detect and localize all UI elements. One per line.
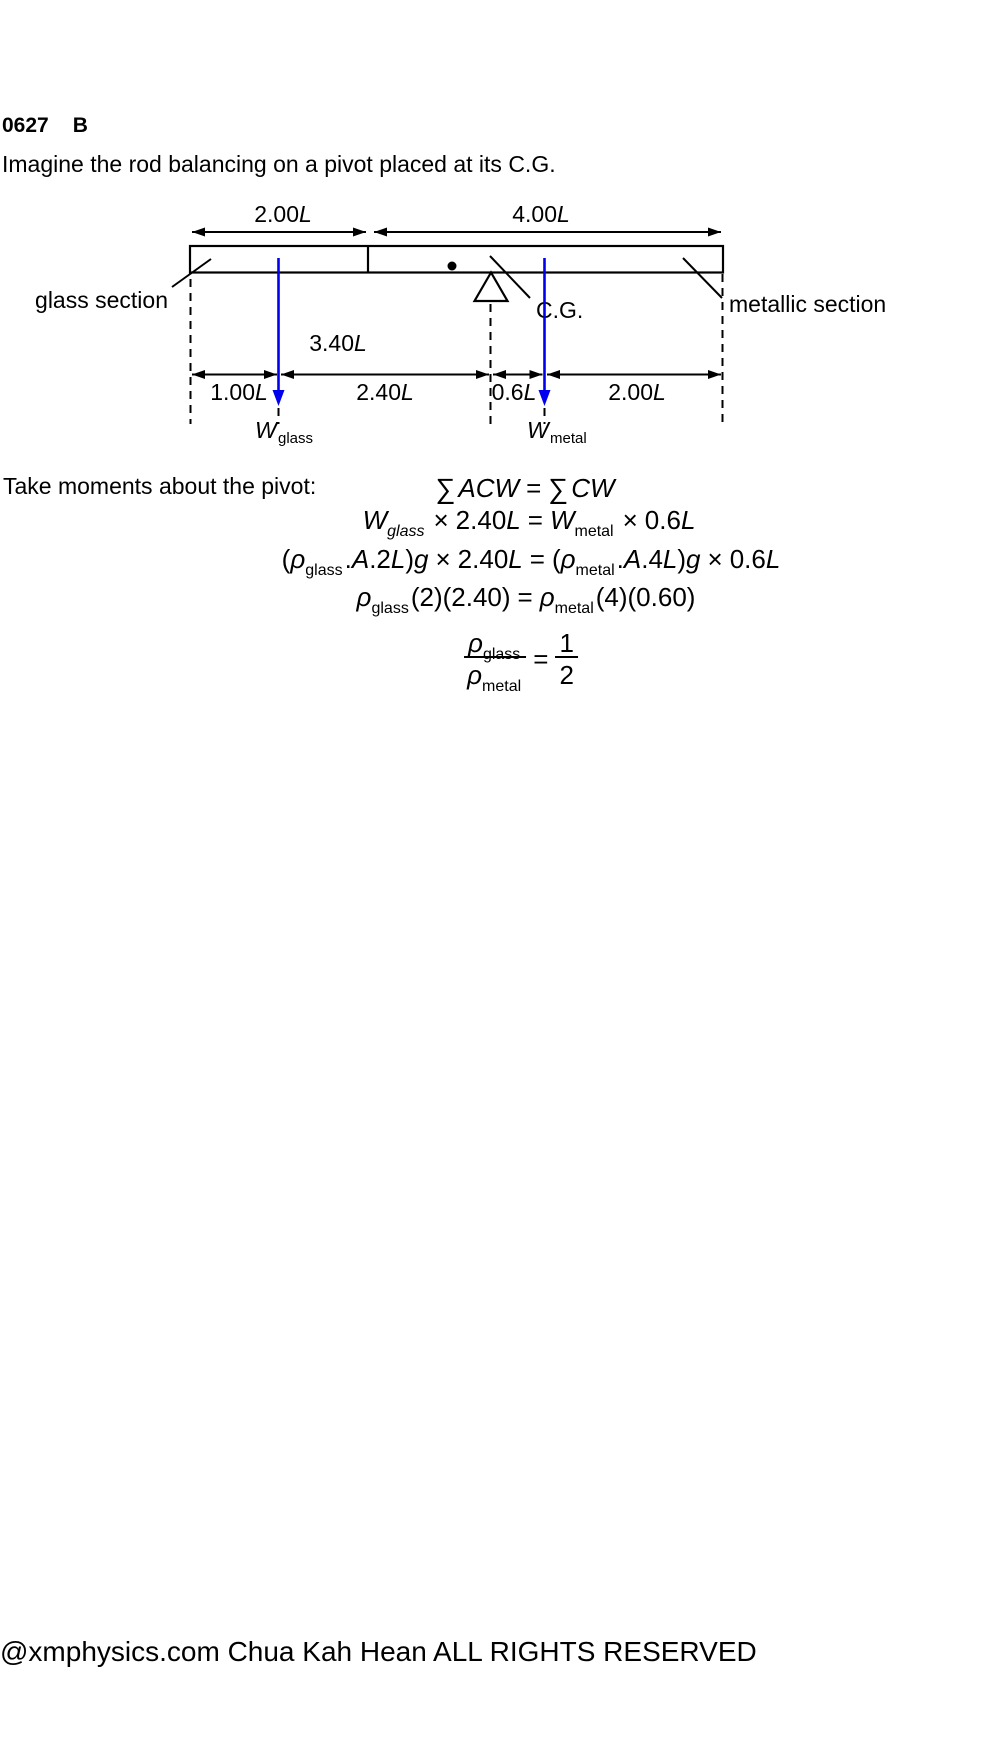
rho-symbol: ρ bbox=[468, 628, 483, 658]
question-part: B bbox=[72, 114, 88, 137]
eq-token: CW bbox=[571, 473, 615, 503]
sigma-symbol: ∑ bbox=[435, 473, 456, 504]
eq-token: L bbox=[662, 544, 678, 574]
equals-sign: = bbox=[526, 473, 542, 503]
rho-symbol: ρ bbox=[356, 582, 372, 612]
arrowhead-left-icon bbox=[493, 370, 506, 379]
arrowhead-right-icon bbox=[708, 228, 721, 237]
wglass-symbol: W bbox=[255, 417, 277, 443]
glass-section-label: glass section bbox=[35, 287, 168, 313]
fraction-numerator: 1 bbox=[555, 630, 577, 658]
eq-token: A bbox=[623, 544, 642, 574]
wmetal-symbol: W bbox=[527, 417, 549, 443]
density-ratio-fraction bbox=[464, 628, 526, 695]
eq-token: (2)(2.40) bbox=[410, 582, 511, 612]
dim-unit: L bbox=[254, 379, 268, 405]
glass-length-label bbox=[254, 201, 312, 227]
dim-label-1 bbox=[210, 379, 268, 405]
equals-sign: = bbox=[527, 505, 543, 535]
dim-unit: L bbox=[652, 379, 666, 405]
eq-token: L bbox=[390, 544, 406, 574]
eq-token: . bbox=[344, 544, 352, 574]
equation-line-2 bbox=[362, 505, 696, 540]
arrowhead-right-icon bbox=[353, 228, 366, 237]
pivot-offset-label bbox=[309, 330, 367, 356]
dim-value: 4.00 bbox=[512, 201, 557, 227]
eq-token: 0.6 bbox=[729, 544, 766, 574]
eq-token: L bbox=[506, 505, 521, 535]
eq-token: .2 bbox=[369, 544, 391, 574]
intro-sentence: Imagine the rod balancing on a pivot placed at its C.G. bbox=[2, 151, 556, 177]
value-fraction bbox=[555, 630, 577, 688]
arrowhead-left-icon bbox=[547, 370, 560, 379]
eq-subscript: glass bbox=[387, 523, 425, 540]
arrowhead-left-icon bbox=[192, 228, 205, 237]
pivot-triangle bbox=[475, 273, 508, 302]
moments-prompt: Take moments about the pivot: bbox=[3, 473, 317, 499]
eq-token: (4)(0.60) bbox=[595, 582, 696, 612]
eq-token: ACW bbox=[458, 473, 520, 503]
eq-subscript: metal bbox=[482, 678, 522, 695]
eq-token: A bbox=[351, 544, 370, 574]
sigma-symbol: ∑ bbox=[548, 473, 569, 504]
dim-value: 2.40 bbox=[356, 379, 401, 405]
equation-line-3 bbox=[281, 544, 781, 579]
dim-unit: L bbox=[298, 201, 312, 227]
equals-sign: = bbox=[533, 644, 549, 674]
eq-token: 0.6 bbox=[644, 505, 681, 535]
dim-value: 1.00 bbox=[210, 379, 255, 405]
eq-token: L bbox=[508, 544, 523, 574]
top-dimension-lines bbox=[192, 228, 721, 237]
metal-section-label: metallic section bbox=[729, 291, 887, 317]
eq-token: g bbox=[686, 544, 701, 574]
times-sign: × bbox=[707, 544, 723, 574]
dim-value: 2.00 bbox=[254, 201, 299, 227]
dim-label-3 bbox=[492, 379, 537, 405]
dim-unit: L bbox=[523, 379, 537, 405]
dim-unit: L bbox=[556, 201, 570, 227]
question-code: 0627 bbox=[2, 114, 49, 137]
eq-token: 2.40 bbox=[457, 544, 509, 574]
eq-token: ( bbox=[281, 544, 291, 574]
metal-length-label bbox=[512, 201, 570, 227]
rho-symbol: ρ bbox=[290, 544, 306, 574]
cg-label: C.G. bbox=[536, 297, 584, 323]
arrowhead-right-icon bbox=[476, 370, 489, 379]
equals-sign: = bbox=[529, 544, 545, 574]
eq-subscript: glass bbox=[371, 600, 409, 617]
eq-token: L bbox=[680, 505, 696, 535]
fraction-denominator: 2 bbox=[559, 660, 574, 690]
rho-symbol: ρ bbox=[539, 582, 555, 612]
dim-value: 2.00 bbox=[608, 379, 653, 405]
equation-line-5 bbox=[464, 628, 578, 695]
eq-token: W bbox=[362, 505, 388, 535]
arrowhead-right-icon bbox=[708, 370, 721, 379]
cg-dot bbox=[448, 262, 457, 271]
wmetal-subscript: metal bbox=[550, 430, 587, 447]
eq-token: ( bbox=[551, 544, 561, 574]
rho-symbol: ρ bbox=[560, 544, 576, 574]
rod-diagram bbox=[0, 0, 1001, 460]
rod-outline bbox=[190, 246, 723, 273]
equation-line-1 bbox=[435, 474, 614, 502]
times-sign: × bbox=[435, 544, 451, 574]
eq-token: W bbox=[549, 505, 575, 535]
eq-token: L bbox=[765, 544, 781, 574]
dim-label-4 bbox=[608, 379, 666, 405]
eq-token: .4 bbox=[641, 544, 663, 574]
copyright-footer: @xmphysics.com Chua Kah Hean ALL RIGHTS RESERVED bbox=[0, 1636, 757, 1667]
eq-subscript: metal bbox=[554, 600, 594, 617]
wglass-subscript: glass bbox=[278, 430, 314, 447]
dim-label-2 bbox=[356, 379, 414, 405]
dim-value: 3.40 bbox=[309, 330, 354, 356]
eq-subscript: metal bbox=[575, 562, 615, 579]
arrowhead-right-icon bbox=[530, 370, 543, 379]
times-sign: × bbox=[622, 505, 638, 535]
arrowhead-right-icon bbox=[264, 370, 277, 379]
equals-sign: = bbox=[517, 582, 533, 612]
rho-symbol: ρ bbox=[467, 660, 483, 690]
times-sign: × bbox=[433, 505, 449, 535]
eq-token: g bbox=[414, 544, 429, 574]
eq-token: . bbox=[616, 544, 624, 574]
equation-line-4 bbox=[356, 582, 696, 617]
arrowhead-left-icon bbox=[192, 370, 205, 379]
bottom-dimension-lines bbox=[192, 370, 721, 379]
eq-subscript: glass bbox=[482, 646, 521, 663]
eq-token: 2.40 bbox=[455, 505, 507, 535]
arrowhead-left-icon bbox=[374, 228, 387, 237]
eq-token: ) bbox=[405, 544, 415, 574]
dim-unit: L bbox=[400, 379, 414, 405]
wglass-arrowhead-icon bbox=[273, 390, 285, 406]
arrowhead-left-icon bbox=[281, 370, 294, 379]
dim-value: 0.6 bbox=[491, 379, 524, 405]
fraction-numerator bbox=[464, 628, 526, 663]
dim-unit: L bbox=[353, 330, 367, 356]
eq-token: ) bbox=[677, 544, 687, 574]
wmetal-arrowhead-icon bbox=[539, 390, 551, 406]
eq-subscript: metal bbox=[574, 523, 614, 540]
eq-subscript: glass bbox=[305, 562, 343, 579]
